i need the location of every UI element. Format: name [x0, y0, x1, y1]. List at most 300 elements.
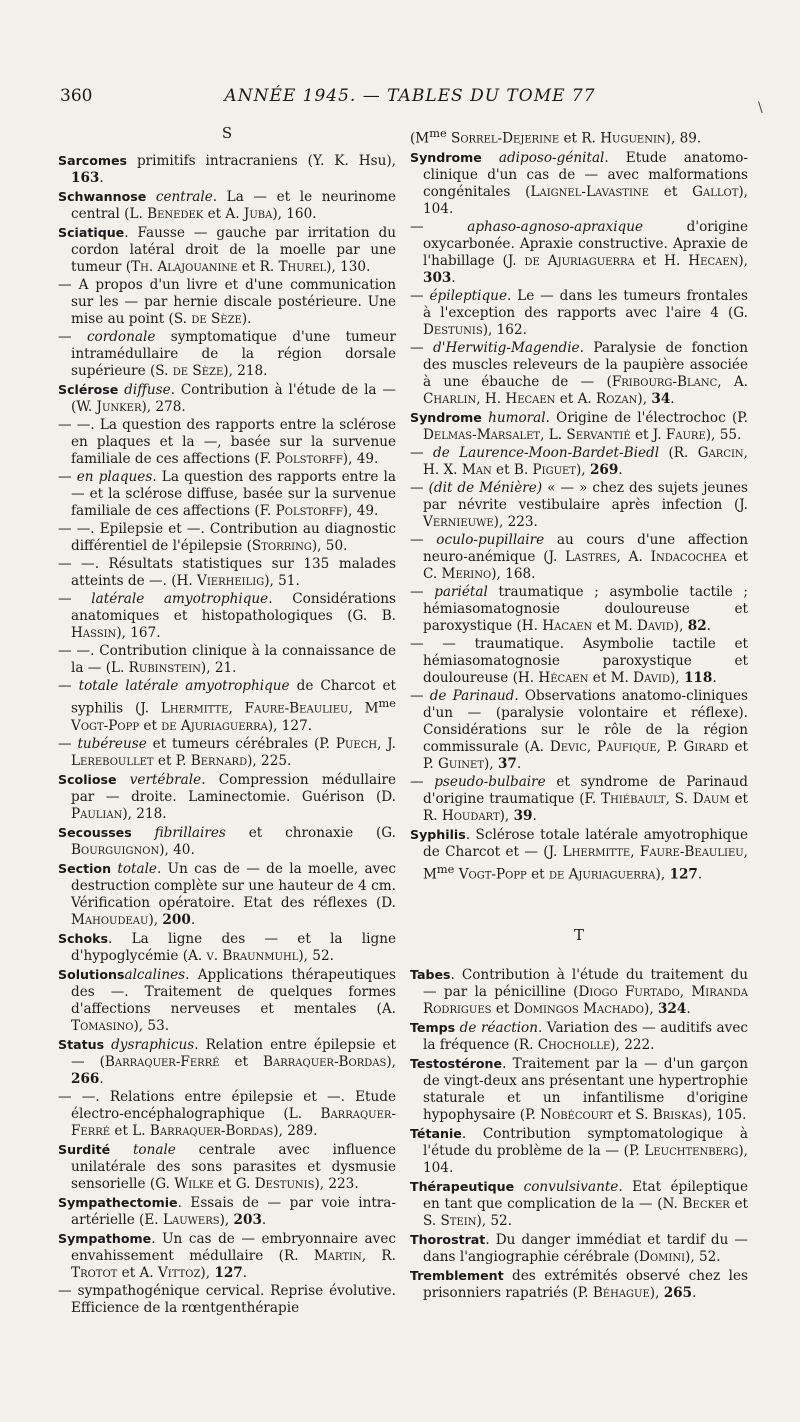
running-head [60, 86, 760, 110]
entry-headword: Tétanie [410, 1126, 462, 1142]
entry-author: Bernard [190, 752, 248, 769]
entry-author: M. David [614, 617, 674, 634]
entry-text: et [729, 1196, 748, 1213]
entry-page-ref: 39 [513, 807, 533, 824]
superscript: me [436, 861, 455, 876]
entry-author: B. Piguet [513, 461, 576, 478]
entry-text: et [592, 617, 615, 634]
index-entry [410, 774, 748, 825]
entry-text: et [634, 252, 665, 269]
entry-text: ), 49. [342, 451, 379, 467]
entry-italic: totale latérale amyotrophique [78, 678, 290, 694]
entry-text: et [139, 717, 162, 734]
entry-text: . Le — dans les tumeurs frontales à l'exception des rapports avec l'aire 4 ( [423, 287, 748, 321]
entry-text: ), [644, 1001, 658, 1018]
entry-text: ), 89. [665, 130, 702, 147]
entry-text: et [117, 1264, 140, 1281]
index-entry [410, 584, 748, 635]
entry-italic: vertébrale [129, 771, 202, 788]
section-letter: T [573, 926, 584, 945]
entry-text: . Origine de l'électrochoc ( [545, 409, 738, 426]
left-column [58, 125, 396, 1318]
entry-text: ), 21. [200, 660, 237, 676]
entry-headword: Sclérose [58, 382, 119, 397]
entry-author: S. de Sèze [173, 311, 242, 327]
entry-text: ), 278. [141, 399, 186, 415]
entry-text: — [58, 329, 87, 345]
entry-text: — [410, 444, 433, 461]
entry-text: ( [659, 444, 674, 461]
entry-italic: (dit de Ménière) [428, 479, 543, 496]
entry-text: « — » chez des sujets jeunes par névrite vestibulaire après infection ( [423, 479, 748, 513]
entry-author: J. Lhermitte, Faure-Beaulieu [140, 700, 349, 717]
entry-author: E. Lauwers [144, 1211, 220, 1228]
entry-italic: fibrillaires [154, 824, 226, 841]
entry-page-ref: 37 [497, 755, 517, 772]
index-entry [58, 188, 396, 223]
index-entry [58, 1036, 396, 1088]
entry-page-ref: 127 [669, 866, 698, 883]
entry-text: et P. [153, 752, 191, 769]
entry-author: P. Nobécourt [525, 1107, 614, 1124]
entry-author: A. Devic, Paufique, P. Girard [529, 738, 729, 755]
entry-text: . [697, 866, 703, 883]
index-entry [410, 445, 748, 479]
entry-author: N. Becker [662, 1196, 730, 1213]
entry-headword: Scoliose [58, 771, 117, 787]
entry-author: C. Merino [423, 565, 492, 582]
entry-text: — A propos d'un livre et d'une communication sur les — par hernie discale postérieure. Une mise au point ( [58, 277, 396, 327]
entry-text: — [410, 773, 435, 790]
entry-italic: pseudo-bulbaire [434, 773, 546, 790]
entry-text: , J. [377, 735, 397, 752]
entry-text: . Etude anatomo-clinique d'un cas de — avec malformations congénitales ( [423, 149, 748, 200]
entry-text: ), 218. [223, 363, 268, 379]
entry-author: Storring [251, 538, 312, 554]
entry-author: P. Béhague [577, 1285, 650, 1302]
entry-text: — —. Relations entre épilepsie et —. Etude électro-encéphalographique ( [58, 1088, 396, 1122]
running-title: ANNÉE 1945. — TABLES DU TOME 77 [224, 86, 596, 106]
entry-text [117, 772, 130, 788]
entry-author: Gallot [692, 183, 739, 200]
superscript: me [429, 126, 447, 140]
entry-headword: Surdité [58, 1141, 111, 1157]
entry-headword: Sympathome [58, 1230, 152, 1246]
index-entry [410, 1055, 748, 1124]
index-entry [410, 1125, 748, 1177]
entry-text: ), 218. [122, 805, 167, 822]
entry-text: . [99, 1070, 104, 1087]
entry-text: ), 52. [476, 1213, 513, 1230]
entry-author: S. Briskas [635, 1107, 703, 1124]
entry-text: — —. Contribution clinique à la connaissance de la — ( [58, 643, 396, 676]
entry-text: — [58, 591, 92, 607]
entry-text: et [203, 206, 226, 222]
index-entry [58, 678, 396, 735]
entry-author: Barraquer-Ferré [104, 1053, 220, 1070]
index-entry [58, 736, 396, 770]
entry-text: ), 50. [311, 538, 348, 554]
entry-text: et chronaxie ( [225, 824, 382, 841]
entry-headword: Secousses [58, 824, 132, 840]
entry-author: S. de Sèze [155, 363, 224, 379]
entry-author: G. B. Hassin [71, 608, 397, 641]
index-entry [410, 125, 748, 148]
entry-text: ), [148, 911, 163, 928]
entry-text: . [712, 669, 717, 686]
entry-text: ), [738, 252, 748, 269]
index-entry [58, 771, 396, 823]
entry-text: et [555, 390, 578, 407]
entry-text: ), 104. [423, 183, 748, 217]
entry-text: ), [386, 1053, 396, 1070]
entry-text: — [410, 287, 430, 304]
entry-italic: épileptique [429, 287, 507, 304]
entry-author: Barraquer-Bordas [263, 1053, 387, 1070]
entry-text: ), 105. [702, 1107, 747, 1124]
entry-text: . Contribution symptomatologique à l'étude du problème de la — ( [423, 1126, 748, 1160]
entry-text: et syndrome de Parinaud d'origine traumatique ( [423, 773, 748, 807]
entry-italic: humoral [488, 409, 546, 426]
entry-author: R. Chocholle [518, 1037, 611, 1054]
entry-text: . [692, 1285, 697, 1302]
index-entry [410, 409, 748, 444]
entry-text: et [648, 183, 693, 200]
entry-page-ref: 269 [589, 461, 619, 478]
entry-headword: Thorostrat [410, 1232, 486, 1248]
entry-text: ), 168. [491, 565, 536, 582]
entry-text: ), 104. [423, 1143, 748, 1177]
entry-author: J. de Ajuriaguerra [507, 252, 635, 269]
entry-text: . Sclérose totale latérale amyotrophique de Charcot et — ( [423, 826, 748, 860]
entry-text: ), 222. [610, 1037, 655, 1054]
index-entry [58, 643, 396, 677]
entry-text: au cours d'une affection neuro-anémique ( [423, 531, 748, 565]
entry-text: — [58, 678, 79, 694]
entry-headword: Thérapeutique [410, 1179, 515, 1195]
index-entry [410, 219, 748, 287]
index-entry [410, 340, 748, 408]
entry-text: et [213, 1175, 236, 1192]
entry-page-ref: 118 [683, 669, 713, 686]
entry-text: ), 40. [159, 841, 195, 858]
entry-author: de Ajuriaguerra [548, 866, 656, 883]
entry-text: — [58, 469, 77, 485]
entry-text: ), [484, 755, 498, 772]
index-entry [410, 149, 748, 218]
index-entry [410, 480, 748, 531]
entry-author: H. Hacaen [521, 617, 593, 634]
entry-text [482, 150, 499, 166]
entry-author: Puech [335, 735, 378, 752]
entry-text: . [618, 461, 623, 478]
entry-text: — sympathogénique cervical. Reprise évolutive. Efficience de la rœntgenthérapie [58, 1282, 396, 1316]
entry-text: . Essais de — par voie intra-artérielle ( [71, 1194, 396, 1228]
index-entry [58, 152, 396, 187]
entry-headword: Tabes [410, 967, 451, 983]
entry-text: des extrémités observé chez les prisonniers rapatriés ( [423, 1268, 748, 1302]
entry-text: . [242, 1264, 248, 1281]
entry-text: . Applications thérapeutiques des —. Traitement de quelques formes d'affections nerveuses et mentales ( [71, 966, 396, 1017]
entry-author: G. Bourguignon [71, 824, 396, 858]
entry-headword: Temps [410, 1020, 456, 1036]
entry-text: — —. La question des rapports entre la sclérose en plaques et la —, basée sur la survenue familiale de ces affections ( [58, 417, 396, 467]
index-entry [58, 966, 396, 1035]
entry-author: A. Vittoz [139, 1264, 201, 1281]
entry-text: — [410, 339, 434, 356]
entry-text: . Etat épileptique en tant que complication de la — ( [423, 1179, 748, 1213]
entry-text: . Variation des — auditifs avec la fréquence ( [423, 1020, 749, 1054]
index-entry [58, 860, 396, 929]
entry-text: ), [669, 669, 684, 686]
entry-author: W. Junker [76, 399, 142, 415]
entry-author: J. Lastres, A. Indacochea [548, 548, 727, 565]
entry-text: . Traitement par la — d'un garçon de vingt-deux ans présentant une hypertrophie staturale et un infantilisme d'origine hypophysaire ( [423, 1056, 748, 1124]
superscript: me [378, 696, 396, 710]
entry-text: ), [499, 807, 514, 824]
entry-author: R. Thurel [259, 259, 327, 275]
entry-text: et [726, 548, 748, 565]
entry-text: . Du danger immédiat et tardif du — dans l'angiographie cérébrale ( [423, 1232, 748, 1266]
entry-page-ref: 200 [162, 911, 191, 928]
index-entry [58, 1230, 396, 1282]
index-entry [410, 288, 748, 339]
entry-text: ), [637, 390, 652, 407]
index-entry [58, 224, 396, 276]
entry-text: . [99, 170, 104, 186]
entry-italic: pariétal [434, 583, 488, 600]
entry-author: R. Huguenin [581, 130, 666, 147]
entry-page-ref: 324 [657, 1001, 687, 1018]
index-entry [410, 1231, 748, 1266]
entry-text: et [110, 1122, 133, 1139]
index-entry [58, 824, 396, 859]
entry-headword: Sciatique [58, 225, 125, 240]
index-entry [58, 556, 396, 590]
entry-text: . Observations anatomo-cliniques d'un — (paralysie volontaire et réflexe). Considérations sur le rôle de la région commissurale ( [423, 687, 748, 755]
entry-text: ), 55. [705, 426, 742, 443]
entry-text: et [588, 669, 611, 686]
entry-author: M. David [610, 669, 670, 686]
index-entry [410, 532, 748, 583]
entry-author: R. Houdart [423, 807, 500, 824]
entry-author: H. Vierheilig [176, 573, 265, 589]
entry-text: ), [649, 1285, 664, 1302]
entry-headword: Schwannose [58, 189, 147, 204]
entry-author: Domini [639, 1249, 686, 1266]
corner-mark: \ [758, 100, 763, 116]
entry-text: ), 160. [272, 206, 317, 222]
entry-author: L. Barraquer-Ferré [71, 1105, 396, 1139]
entry-text: . Un cas de — de la moelle, avec destruction complète sur une hauteur de 4 cm. Vérification opératoire. Etat des réflexes ( [71, 860, 396, 911]
index-entry [58, 381, 396, 416]
index-entry [58, 277, 396, 328]
entry-text: symptomatique d'une tumeur intramédullaire de la région dorsale supérieure ( [71, 329, 396, 379]
entry-text: et [237, 259, 260, 275]
entry-author: P. Delmas-Marsalet, L. Servantié [423, 409, 748, 443]
entry-italic: en plaques [76, 469, 153, 485]
entry-headword: Syndrome [410, 149, 482, 165]
entry-text: , M [423, 843, 748, 883]
entry-text: ), 130. [326, 259, 371, 275]
entry-text: ), 223. [493, 513, 538, 530]
entry-text: — [410, 218, 468, 235]
entry-author: H. Hecaen [664, 252, 739, 269]
entry-text: ), 49. [342, 503, 379, 519]
entry-text: — [410, 479, 429, 496]
entry-text: . [451, 269, 456, 286]
entry-italic: centrale [155, 189, 213, 205]
entry-author: Lereboullet [71, 752, 154, 769]
entry-text: . Un cas de — embryonnaire avec envahissement médullaire ( [71, 1230, 396, 1264]
entry-text: ), [655, 866, 670, 883]
entry-text: centrale avec influence unilatérale des sons parasites et dysmusie sensorielle ( [71, 1141, 396, 1192]
section-letter: S [221, 124, 233, 142]
entry-text: ), 52. [685, 1249, 721, 1266]
entry-text: . [686, 1001, 691, 1018]
entry-page-ref: 266 [71, 1070, 100, 1087]
index-entry [410, 1178, 748, 1230]
entry-headword: Status [58, 1036, 105, 1052]
entry-text: . [532, 807, 537, 824]
entry-text: . La ligne des — et la ligne d'hypoglycémie ( [71, 930, 396, 964]
entry-text: . Fausse — gauche par irritation du cordon latéral droit de la moelle par une tumeur ( [71, 225, 396, 275]
index-entry [58, 1194, 396, 1229]
entry-text: d'origine oxycarbonée. Apraxie constructive. Apraxie de l'habillage ( [423, 218, 748, 269]
index-entry [58, 1089, 396, 1140]
entry-author: F. Polstorff [259, 451, 343, 467]
entry-text: et [219, 1053, 264, 1070]
entry-author: P. Leuchtenberg [628, 1143, 739, 1160]
entry-headword: Schoks [58, 930, 109, 946]
entry-text: ), [673, 617, 688, 634]
entry-author: P. Guinet [423, 755, 484, 772]
entry-text: . Paralysie de fonction des muscles releveurs de la paupière associée à une ébauche de — ( [423, 339, 748, 390]
entry-text: traumatique ; asymbolie tactile ; hémiasomatognosie douloureuse et paroxystique ( [423, 583, 748, 634]
entry-author: R. Martin, R. Trotot [71, 1247, 396, 1281]
entry-author: G. Destunis [423, 304, 748, 338]
entry-headword: Syndrome [410, 409, 482, 425]
entry-headword: Solutions [58, 966, 125, 982]
entry-italic: dysraphicus [111, 1036, 195, 1053]
entry-text: et [630, 426, 653, 443]
entry-text: et [491, 461, 514, 478]
entry-italic: diffuse [124, 382, 171, 398]
index-entry [58, 1141, 396, 1193]
entry-headword: Testostérone [410, 1056, 503, 1072]
index-entry [410, 966, 748, 1018]
entry-author: A. Tomasino [71, 1000, 396, 1034]
entry-text: ), 52. [298, 947, 334, 964]
entry-text: et [526, 866, 549, 883]
entry-text [110, 1142, 133, 1158]
entry-text: ), [576, 461, 590, 478]
entry-text: ), 289. [273, 1122, 318, 1139]
entry-text: ), 225. [247, 752, 292, 769]
index-entry [58, 591, 396, 642]
entry-italic: adiposo-génital [498, 149, 605, 166]
entry-text: — [410, 531, 437, 548]
entry-text: — —. Epilepsie et —. Contribution au diagnostic différentiel de l'épilepsie ( [58, 521, 396, 554]
entry-italic: cordonale [86, 329, 156, 345]
entry-text: . [706, 617, 711, 634]
entry-text: et [728, 738, 748, 755]
entry-text: ), 53. [133, 1017, 170, 1034]
entry-text: primitifs intracraniens (Y. K. Hsu), [127, 153, 396, 169]
entry-author: G. Destunis [235, 1175, 315, 1192]
entry-page-ref: 163 [71, 170, 100, 186]
entry-text: . Compression médullaire par — droite. Laminectomie. Guérison ( [71, 771, 396, 805]
index-entry [58, 521, 396, 555]
entry-text: . Considérations anatomiques et histopathologiques ( [71, 591, 396, 624]
entry-text: — [58, 735, 78, 752]
entry-text: ), 162. [482, 321, 527, 338]
index-entry [58, 469, 396, 520]
entry-author: Vogt-Popp [458, 866, 527, 883]
index-entry [58, 930, 396, 965]
entry-page-ref: 303 [423, 269, 452, 286]
entry-author: A. Rozan [577, 390, 638, 407]
entry-page-ref: 265 [663, 1285, 693, 1302]
entry-author: L. Benedek [129, 206, 204, 222]
entry-headword: Section [58, 860, 112, 876]
entry-text: et tumeurs cérébrales (P. [146, 735, 336, 752]
entry-italic: latérale amyotrophique [91, 591, 269, 607]
index-entry [410, 826, 748, 884]
entry-page-ref: 127 [214, 1264, 243, 1281]
index-entry [410, 1267, 748, 1302]
entry-headword: Syphilis [410, 826, 466, 842]
entry-text: — — traumatique. Asymbolie tactile et hémiasomatognosie paroxystique et douloureuse ( [410, 635, 748, 686]
entry-text: et [559, 130, 582, 147]
entry-author: S. Stein [423, 1213, 477, 1230]
index-entry [410, 636, 748, 687]
entry-italic: tonale [132, 1141, 176, 1158]
entry-text: et [613, 1107, 636, 1124]
entry-italic: de réaction [459, 1020, 538, 1037]
entry-italic: alcalines [124, 966, 186, 983]
entry-text: ), [219, 1211, 234, 1228]
entry-text: ), 167. [116, 625, 161, 641]
entry-text: — [410, 687, 430, 704]
entry-page-ref: 34 [651, 390, 671, 407]
entry-author: Sorrel-Dejerine [451, 130, 560, 147]
entry-author: D. Mahoudeau [71, 894, 396, 928]
entry-headword: Sarcomes [58, 153, 128, 168]
entry-author: L. Barraquer-Bordas [132, 1122, 274, 1139]
entry-author: H. Hécaen [517, 669, 589, 686]
index-entry [410, 1019, 748, 1054]
entry-author: J. Vernieuwe [423, 496, 748, 530]
entry-author: Fribourg-Blanc, A. Charlin, H. Hecaen [423, 373, 749, 407]
index-entry [58, 417, 396, 468]
entry-italic: totale [117, 860, 157, 877]
entry-italic: convulsivante [523, 1179, 619, 1196]
entry-italic: aphaso-agnoso-apraxique [467, 218, 644, 235]
entry-author: F. Thiébault, S. Daum [584, 790, 730, 807]
entry-author: Diogo Furtado, Miranda Rodrigues [423, 984, 748, 1018]
right-column [410, 125, 748, 1303]
entry-italic: de Laurence-Moon-Bardet-Biedl [433, 444, 660, 461]
entry-text: et [729, 790, 748, 807]
entry-author: G. Wilke [155, 1175, 214, 1192]
entry-headword: Tremblement [410, 1268, 504, 1284]
entry-author: de Ajuriaguerra [161, 717, 268, 734]
entry-text: . La question des rapports entre la — et la sclérose diffuse, basée sur la survenue familiale de ces affections ( [71, 469, 396, 519]
entry-italic: d'Herwitig-Magendie [433, 339, 580, 356]
entry-headword: Sympathectomie [58, 1194, 178, 1210]
entry-author: J. Faure [652, 426, 706, 443]
